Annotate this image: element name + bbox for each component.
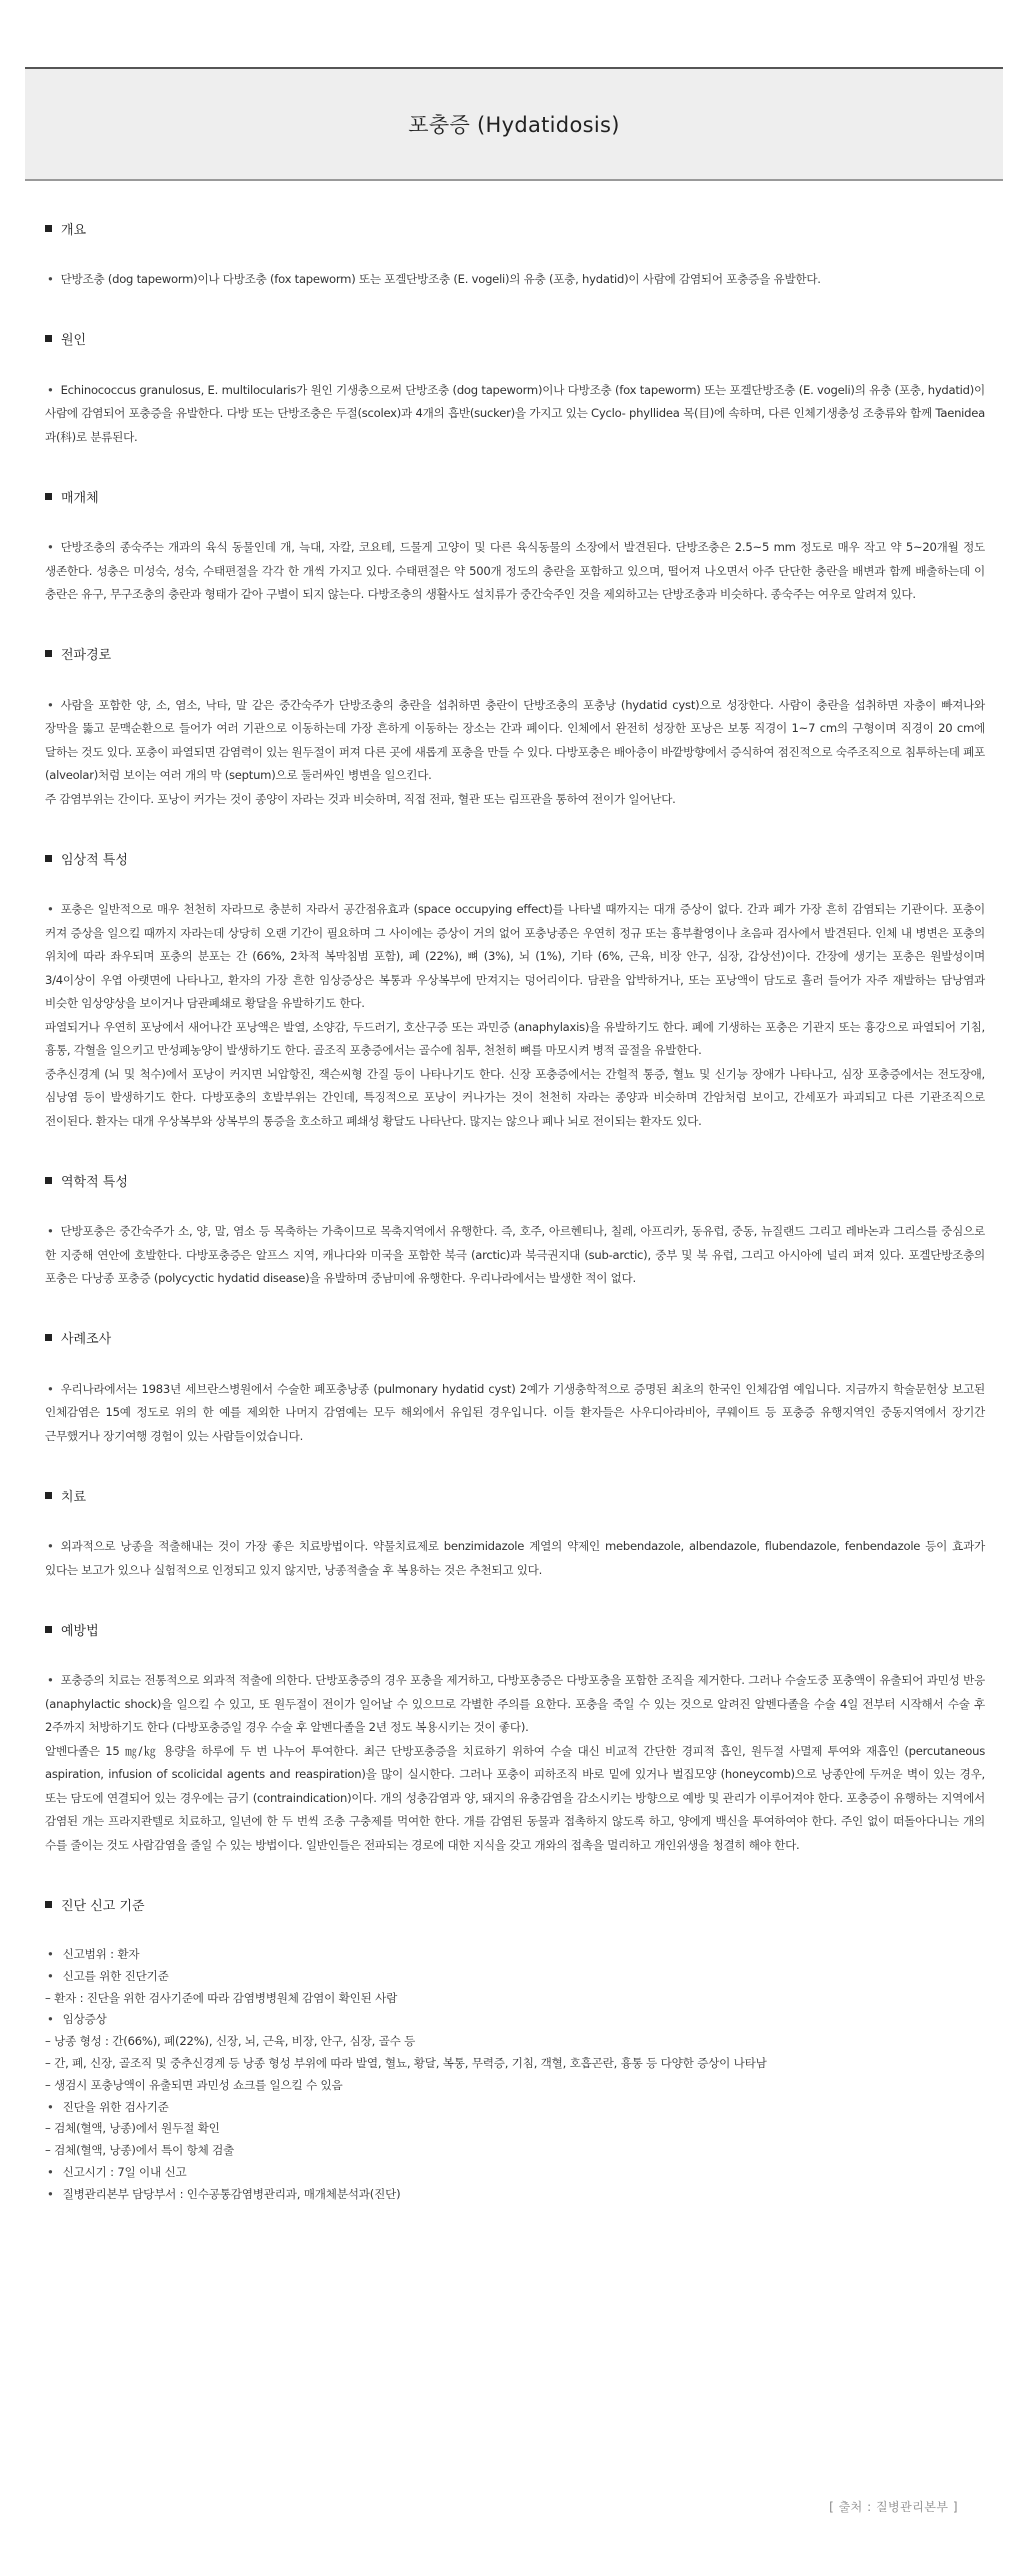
article-body [25, 219, 1003, 2206]
square-bullet-icon [45, 1177, 52, 1184]
section-heading [45, 330, 985, 348]
section-prevention [45, 1620, 985, 1857]
section-body [45, 1535, 985, 1582]
section-heading [45, 219, 985, 237]
list-item: – 환자 : 진단을 위한 검사기준에 따라 감염병병원체 감염이 확인된 사람 [45, 1990, 398, 2005]
section-heading [45, 645, 985, 663]
list-item: – 검체(혈액, 낭종)에서 원두절 확인 [45, 2121, 220, 2136]
square-bullet-icon [45, 650, 52, 657]
section-body [45, 1378, 985, 1449]
section-body [45, 1669, 985, 1857]
section-heading [45, 1486, 985, 1504]
list-item: • 진단을 위한 검사기준 [45, 2097, 985, 2119]
paragraph: • 단방포충은 중간숙주가 소, 양, 말, 염소 등 목축하는 가축이므로 목축지역에서 유행한다. 즉, 호주, 아르헨티나, 칠레, 아프리카, 동유럽, 중동, 뉴질랜드 그리고 레바논과 그리스를 중심으로 한 지중해 연안에 호발한다. 다방포충증은 알프스 지역, 캐나다와 미국을 포함한 북극 (arctic)과 북극권지대 (sub-arctic), 중부 및 북 유럽, 그리고 아시아에 널리 퍼져 있다. 포겔단방조충의 포충은 다낭종 포충증 (polycyctic hydatid disease)을 유발하며 중남미에 유행한다. 우리나라에서는 발생한 적이 없다. [45, 1220, 985, 1291]
section-body [45, 694, 985, 812]
source-credit: [ 출처 : 질병관리본부 ] [829, 2500, 958, 2514]
section-heading-text: 예방법 [61, 1623, 99, 1639]
section-body [45, 1220, 985, 1291]
section-body [45, 536, 985, 607]
paragraph: • 포충증의 치료는 전통적으로 외과적 적출에 의한다. 단방포충증의 경우 포충을 제거하고, 다방포충증은 다방포충을 포함한 조직을 제거한다. 그러나 수술도중 포충액이 유출되어 과민성 반응 (anaphylactic shock)을 일으킬 수 있고, 또 원두절이 전이가 일어날 수 있으므로 각별한 주의를 요한다. 포충을 죽일 수 있는 것으로 알려진 알벤다졸을 수술 4일 전부터 시작해서 수술 후 2주까지 처방하기도 한다 (다방포충증일 경우 수술 후 알벤다졸을 2년 정도 복용시키는 것이 좋다). [45, 1669, 985, 1740]
square-bullet-icon [45, 493, 52, 500]
square-bullet-icon [45, 1626, 52, 1633]
square-bullet-icon [45, 225, 52, 232]
paragraph: • Echinococcus granulosus, E. multilocularis가 원인 기생충으로써 단방조충 (dog tapeworm)이나 다방조충 (fox tapeworm) 또는 포겔단방조충 (E. vogeli)의 유충 (포충, hydatid)이 사람에 감염되어 포충증을 유발한다. 다방 또는 단방조충은 두절(scolex)과 4개의 흡반(sucker)을 가지고 있는 Cyclo- phyllidea 목(目)에 속하며, 다른 인체기생충성 조충류와 함께 Taenidea 과(科)로 분류된다. [45, 379, 985, 450]
article [25, 0, 1003, 2206]
paragraph: 파열되거나 우연히 포낭에서 새어나간 포낭액은 발열, 소양감, 두드러기, 호산구증 또는 과민증 (anaphylaxis)을 유발하기도 한다. 폐에 기생하는 포충은 기관지 또는 흉강으로 파열되어 기침, 흉통, 각혈을 일으키고 만성폐농양이 발생하기도 한다. 골조직 포충증에서는 골수에 침투, 천천히 뼈를 마모시켜 병적 골절을 유발한다. [45, 1019, 985, 1057]
list-item: – 낭종 형성 : 간(66%), 폐(22%), 신장, 뇌, 근육, 비장, 안구, 심장, 골수 등 [45, 2034, 416, 2049]
section-diagnosis-criteria [45, 1895, 985, 2206]
section-heading-text: 전파경로 [61, 648, 112, 663]
section-heading-text: 역학적 특성 [61, 1174, 128, 1190]
list-item: – 생검시 포충낭액이 유출되면 과민성 쇼크를 일으킬 수 있음 [45, 2077, 343, 2092]
paragraph: 중추신경계 (뇌 및 척수)에서 포낭이 커지면 뇌압항진, 잭슨씨형 간질 등이 나타나기도 한다. 신장 포충증에서는 간헐적 통증, 혈뇨 및 신기능 장애가 나타나고, 심장 포충증에서는 전도장애, 심낭염 등이 발생하기도 한다. 다방포충의 호발부위는 간인데, 특징적으로 포낭이 커나가는 것이 천천히 자라는 종양과 비슷하며 간암처럼 보이고, 간세포가 파괴되고 다른 기관조직으로 전이된다. 환자는 대개 우상복부와 상복부의 통증을 호소하고 폐쇄성 황달도 나타난다. 많지는 않으나 폐나 뇌로 전이되는 환자도 있다. [45, 1066, 985, 1128]
paragraph: • 포충은 일반적으로 매우 천천히 자라므로 충분히 자라서 공간점유효과 (space occupying effect)를 나타낼 때까지는 대개 증상이 없다. 간과 폐가 가장 흔히 감염되는 기관이다. 포충이 커져 증상을 일으킬 때까지 자라는데 상당히 오랜 기간이 필요하며 그 사이에는 증상이 거의 없어 포충낭종은 우연히 정규 또는 흉부촬영이나 초음파 검사에서 발견된다. 인체 내 병변은 포충의 위치에 따라 좌우되며 포충의 분포는 간 (66%, 2차적 복막침범 포함), 폐 (22%), 뼈 (3%), 뇌 (1%), 기타 (6%, 근육, 비장 안구, 심장, 갑상선)이다. 간장에 생기는 포충은 원발성이며 3/4이상이 우엽 아랫면에 나타나고, 환자의 가장 흔한 임상증상은 복통과 우상복부에 만져지는 덩어리이다. 담관을 압박하거나, 또는 포낭액이 담도로 흘러 들어가 자주 재발하는 담낭염과 비슷한 임상양상을 보이거나 담관폐쇄로 황달을 유발하기도 한다. [45, 898, 985, 1016]
square-bullet-icon [45, 1901, 52, 1908]
paragraph: 알벤다졸은 15 ㎎/㎏ 용량을 하루에 두 번 나누어 투여한다. 최근 단방포충증을 치료하기 위하여 수술 대신 비교적 간단한 경피적 흡인, 원두절 사멸제 투여와 재흡인 (percutaneous aspiration, infusion of scolicidal agents and reaspiration)을 많이 실시한다. 그러나 포충이 피하조직 바로 밑에 있거나 벌집모양 (honeycomb)으로 낭종안에 두꺼운 벽이 있는 경우, 또는 담도에 연결되어 있는 경우에는 금기 (contraindication)이다. 개의 성충감염과 양, 돼지의 유충감염을 감소시키는 방향으로 예방 및 관리가 이루어져야 한다. 포충증이 유행하는 지역에서 감염된 개는 프라지콴텔로 치료하고, 일년에 한 두 번씩 조충 구충제를 먹여한 한다. 개를 감염된 동물과 접촉하지 않도록 하고, 양에게 백신을 투여하여야 한다. 주인 없이 떠돌아다니는 개의 수를 줄이는 것도 사람감염을 줄일 수 있는 방법이다. 일반인들은 전파되는 경로에 대한 지식을 갖고 개와의 접촉을 멀리하고 개인위생을 청결히 해야 한다. [45, 1743, 985, 1852]
section-heading [45, 1895, 985, 1913]
criteria-list [45, 1944, 985, 2206]
square-bullet-icon [45, 1492, 52, 1499]
section-vector [45, 487, 985, 607]
section-overview [45, 219, 985, 292]
list-item: • 임상증상 [45, 2009, 985, 2031]
square-bullet-icon [45, 335, 52, 342]
paragraph: • 단방조충 (dog tapeworm)이나 다방조충 (fox tapeworm) 또는 포겔단방조충 (E. vogeli)의 유충 (포충, hydatid)이 사람에 감염되어 포충증을 유발한다. [45, 268, 985, 292]
section-heading [45, 487, 985, 505]
section-heading-text: 진단 신고 기준 [61, 1898, 145, 1914]
paragraph: • 사람을 포함한 양, 소, 염소, 낙타, 말 같은 중간숙주가 단방조충의 충란을 섭취하면 충란이 단방조충의 포충낭 (hydatid cyst)으로 성장한다. 사람이 충란을 섭취하면 자충이 빠져나와 장막을 뚫고 문맥순환으로 들어가 여러 기관으로 이동하는데 가장 흔하게 이동하는 장소는 간과 폐이다. 인체에서 완전히 성장한 포낭은 보통 직경이 1~7 cm의 구형이며 직경이 20 cm에 달하는 것도 있다. 포충이 파열되면 감염력이 있는 원두절이 퍼져 다른 곳에 새롭게 포충을 만들 수 있다. 다방포충은 배아층이 바깥방향에서 증식하여 점진적으로 숙주조직으로 침투하는데 폐포 (alveolar)처럼 보이는 여러 개의 막 (septum)으로 둘러싸인 병변을 일으킨다. [45, 694, 985, 788]
square-bullet-icon [45, 855, 52, 862]
section-heading-text: 치료 [61, 1489, 87, 1505]
section-heading-text: 매개체 [61, 490, 99, 506]
list-item: • 신고범위 : 환자 [45, 1944, 985, 1966]
list-item: – 간, 폐, 신장, 골조직 및 중추신경계 등 낭종 형성 부위에 따라 발열, 혈뇨, 황달, 복통, 무력증, 기침, 객혈, 호흡곤란, 흉통 등 다양한 증상이 나타남 [45, 2055, 767, 2070]
section-epidemiology [45, 1171, 985, 1291]
section-heading-text: 원인 [61, 333, 87, 348]
section-heading [45, 1329, 985, 1347]
section-case-study [45, 1329, 985, 1449]
section-heading-text: 사례조사 [61, 1332, 112, 1347]
section-heading-text: 개요 [61, 222, 87, 238]
section-heading [45, 1620, 985, 1638]
page-title: 포충증 (Hydatidosis) [408, 113, 620, 137]
paragraph: • 우리나라에서는 1983년 세브란스병원에서 수술한 폐포충낭종 (pulmonary hydatid cyst) 2예가 기생충학적으로 증명된 최초의 한국인 인체감염 예입니다. 지금까지 학술문헌상 보고된 인체감염은 15예 정도로 위의 한 예를 제외한 나머지 감염예는 모두 해외에서 유입된 경우입니다. 이들 환자들은 사우디아라비아, 쿠웨이트 등 포충증 유행지역인 중동지역에서 장기간 근무했거나 장기여행 경험이 있는 사람들이었습니다. [45, 1378, 985, 1449]
square-bullet-icon [45, 1334, 52, 1341]
section-body [45, 268, 985, 292]
section-cause [45, 330, 985, 450]
paragraph: • 외과적으로 낭종을 적출해내는 것이 가장 좋은 치료방법이다. 약물치료제로 benzimidazole 계열의 약제인 mebendazole, albendazole, flubendazole, fenbendazole 등이 효과가 있다는 보고가 있으나 실험적으로 인정되고 있지 않지만, 낭종적출술 후 복용하는 것은 추천되고 있다. [45, 1535, 985, 1582]
section-heading-text: 임상적 특성 [61, 852, 128, 868]
section-treatment [45, 1486, 985, 1582]
title-banner [25, 67, 1003, 181]
section-clinical [45, 849, 985, 1133]
section-heading [45, 849, 985, 867]
section-body [45, 898, 985, 1133]
list-item: • 신고를 위한 진단기준 [45, 1966, 985, 1988]
list-item: • 신고시기 : 7일 이내 신고 [45, 2162, 985, 2184]
list-item: – 검체(혈액, 낭종)에서 특이 항체 검출 [45, 2143, 235, 2158]
section-transmission [45, 645, 985, 812]
list-item: • 질병관리본부 담당부서 : 인수공통감염병관리과, 매개체분석과(진단) [45, 2184, 985, 2206]
section-body [45, 379, 985, 450]
paragraph: 주 감염부위는 간이다. 포낭이 커가는 것이 종양이 자라는 것과 비슷하며, 직접 전파, 혈관 또는 림프관을 통하여 전이가 일어난다. [45, 791, 676, 806]
paragraph: • 단방조충의 종숙주는 개과의 육식 동물인데 개, 늑대, 자칼, 코요테, 드물게 고양이 및 다른 육식동물의 소장에서 발견된다. 단방조충은 2.5~5 mm 정도로 매우 작고 약 5~20개월 정도 생존한다. 성충은 미성숙, 성숙, 수태편절을 각각 한 개씩 가지고 있다. 수태편절은 약 500개 정도의 충란을 포함하고 있으며, 떨어져 나오면서 아주 단단한 충란을 배변과 함께 배출하는데 이 충란은 유구, 무구조충의 충란과 형태가 같아 구별이 되지 않는다. 다방조충의 생활사도 설치류가 중간숙주인 것을 제외하고는 단방조충과 비슷하다. 종숙주는 여우로 알려져 있다. [45, 536, 985, 607]
section-heading [45, 1171, 985, 1189]
